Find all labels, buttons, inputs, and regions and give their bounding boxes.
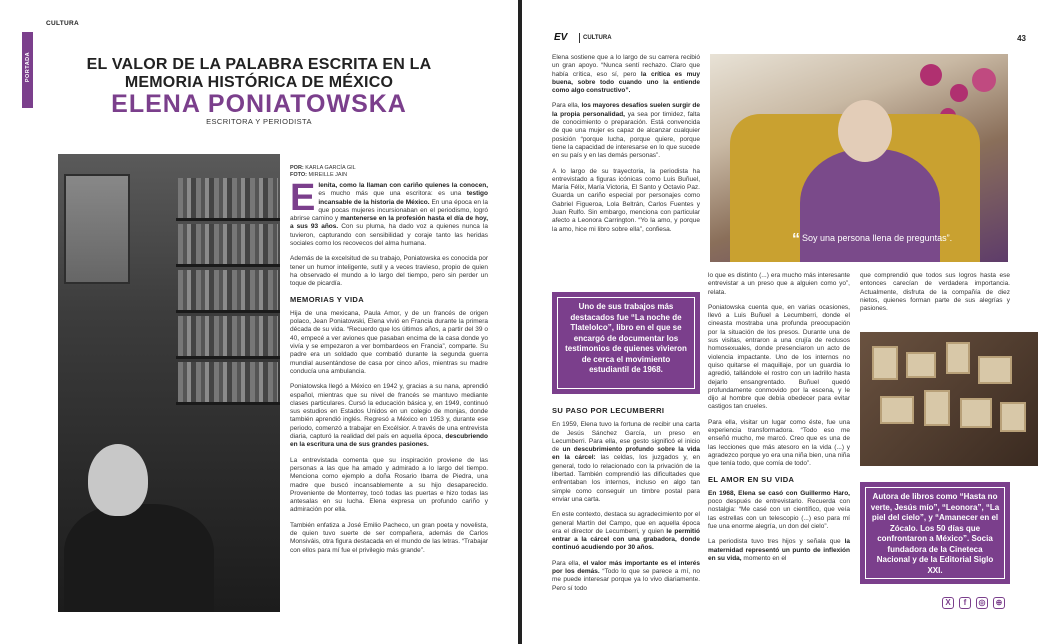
subhead-amor: EL AMOR EN SU VIDA — [708, 474, 795, 484]
article-title: EL VALOR DE LA PALABRA ESCRITA EN LA MEMORIA HISTÓRICA DE MÉXICO — [86, 56, 432, 91]
paragraph: También enfatiza a José Emilio Pacheco, un gran poeta y novelista, de quien tuvo suerte de ser compañera, además de Carlos Monsiváis, otra figura destacada en el mundo de las letras. “Trabajar con ellos para mí fue el privilegio más grande”. — [290, 521, 488, 554]
callout-box — [860, 482, 1010, 584]
web-icon[interactable]: ⊕ — [993, 597, 1005, 609]
paragraph: que comprendió que todos sus logros hasta ese entonces carecían de verdadera importancia. Actualmente, disfruta de la compañía de diez nietos, quienes forman parte de sus alegrías y pasiones. — [860, 272, 1010, 313]
paragraph: En este contexto, destaca su agradecimiento por el general Martín del Campo, que en aquella época era el director de Lecumberri, y quien le permitió entrar a la cárcel con una grabadora, donde continuó acudiendo por 30 años. — [552, 511, 700, 552]
callout-box — [552, 292, 700, 394]
facebook-icon[interactable]: f — [959, 597, 971, 609]
section-tag: CULTURA — [583, 35, 612, 41]
x-icon[interactable]: X — [942, 597, 954, 609]
figure-head — [88, 444, 148, 516]
side-tab — [22, 32, 33, 108]
frame-image — [872, 346, 898, 380]
bookshelf-image — [178, 178, 278, 218]
callout-text: Uno de sus trabajos más destacados fue “La noche de Tlatelolco”, libro en el que se encargó de documentar los testimonios de quienes vivieron de cerca el movimiento estudiantil de 1968. — [565, 302, 687, 374]
paragraph: Para ella, el valor más importante es el interés por los demás. “Todo lo que se parece a mí, no me puede interesar porque ya lo vivo diariamente. Pero sí todo — [552, 559, 700, 592]
paragraph: La entrevistada comenta que su inspiración proviene de las personas a las que ha amado y admirado a lo largo del tiempo. Menciona como ejemplo a doña Rosario Ibarra de Piedra, una madre que buscó incansablemente a su hijo desaparecido. Proveniente de Monterrey, tocó todas las puertas e hizo todas las antesalas en su lucha. Elena expresa un profundo cariño y admiración por ella. — [290, 456, 488, 514]
paragraph: Hija de una mexicana, Paula Amor, y de un francés de origen polaco, Jean Poniatowski, Elena vivió en Francia durante la primera década de su vida. “Recuerdo que los últimos años, a partir del 39 o 40, empecé a ver aviones que pasaban encima de la casa donde yo vivía y se empezaron a ver bombardeos en Francia”, comparte. Su padre era un soldado que combatió durante la segunda guerra mundial ausentándose de casa por cinco años, mientras su madre conducía una ambulancia. — [290, 309, 488, 375]
article-subtitle: ESCRITORA Y PERIODISTA — [206, 117, 312, 126]
callout-text: Autora de libros como “Hasta no verte, Jesús mío”, “Leonora”, “La piel del cielo”, y “Amanecer en el Zócalo. Los 50 días que confrontaron a México”. Socia fundadora de la Cineteca Nacional y de la Editorial Siglo XXI. — [870, 492, 1000, 575]
left-page — [0, 0, 518, 644]
paragraph: La periodista tuvo tres hijos y señala que la maternidad representó un punto de inflexión en su vida, momento en el — [708, 538, 850, 562]
frames-photo — [860, 332, 1038, 466]
dropcap: E — [290, 177, 316, 219]
right-column-1-bottom — [552, 404, 700, 600]
paragraph: Poniatowska cuenta que, en varias ocasiones, llevó a Luis Buñuel a Lecumberri, donde el cineasta mostraba una profunda preocupación por la situación de los presos. Durante una de sus visitas, entraron a una crujía de reclusos homosexuales, donde presenciaron un acto de violencia impactante. Uno de los internos no quiso quitarse el maquillaje, por un guardia lo agredió, tallándole el rostro con un ladrillo hasta dejarlo ensangrentado. Buñuel quedó profundamente conmovido por la escena, y le dijo al hombre que debía obedecer para evitar castigos tan crueles. — [708, 303, 850, 411]
painting-image — [64, 174, 130, 284]
byline: POR: KARLA GARCÍA GIL FOTO: MIREILLE JAIN — [290, 165, 356, 178]
figure-body — [64, 504, 214, 612]
paragraph: Poniatowska llegó a México en 1942 y, gracias a su nana, aprendió español, mientras que su nivel de francés se mantuvo mediante clases particulares. Cursó la educación básica y, en 1949, continuó sus estudios en Estados Unidos en un colegio de monjas, donde también aprendió inglés. Regresó a México en 1953 y, durante ese periodo, comenzó a trabajar en Excélsior. A través de una entrevista diaria, capturó la realidad del país en aquella época, descubriendo en la escritura una de sus grandes pasiones. — [290, 383, 488, 449]
paragraph: Elena sostiene que a lo largo de su carrera recibió un gran apoyo. “Nunca sentí rechazo. Claro que había crítica, eso sí, pero la crítica es muy buena, sobre todo cuando uno la entiende como algo constructivo”. — [552, 54, 700, 95]
subhead-memorias: MEMORIAS Y VIDA — [290, 294, 365, 304]
subhead-lecumberri: SU PASO POR LECUMBERRI — [552, 406, 665, 415]
paragraph: Además de la excelsitud de su trabajo, Poniatowska es conocida por tener un humor inteligente, sutil y a veces travieso, propio de quien ha observado el mundo a lo largo del tiempo, pero sin perder un toque de picardía. — [290, 255, 489, 288]
portrait-photo — [58, 154, 280, 612]
right-page — [522, 0, 1040, 644]
paragraph: A lo largo de su trayectoria, la periodista ha entrevistado a figuras icónicas como Luis Buñuel, María Félix, María Victoria, El Santo y Octavio Paz. Guarda un cariño especial por personajes como Gabriel Figueroa, Lola Beltrán, Carlos Fuentes y Juan Rulfo. Sin embargo, menciona con particular afecto a Leonora Carrington. “Yo la amo, y porque la amo, hice mi libro sobre ella”, confiesa. — [552, 167, 700, 233]
instagram-icon[interactable]: ◎ — [976, 597, 988, 609]
woman-head — [838, 100, 892, 162]
right-column-1-top — [552, 54, 700, 241]
paragraph: Para ella, visitar un lugar como éste, fue una experiencia transformadora. “Todo eso me enseñó mucho, me marcó. Creo que es una de las lecciones que más atesoro en la vida (...) y agradezco porque yo era una niña bien, una niña que tenía todo, que comía de todo”. — [708, 418, 850, 468]
paragraph: En 1968, Elena se casó con Guillermo Haro, poco después de entrevistarlo. Recuerda con nostalgia: “Me casé con un científico, que veía las estrellas con un telescopio (...) eso para mí fue una enorme alegría, un don del cielo”. — [708, 489, 850, 531]
paragraph: lo que es distinto (...) era mucho más interesante entrevistar a un preso que a alguien como yo”, relata. — [708, 272, 850, 296]
left-text-column — [290, 177, 489, 562]
social-icons — [942, 597, 1005, 609]
paragraph: Para ella, los mayores desafíos suelen surgir de la propia personalidad, ya sea por timidez, falta de conocimiento o preparación. Está convencida de que una mujer es capaz de alcanzar cualquier posición “porque lucha, porque quiere, porque tiene la capacidad de interesarse en lo que sucede en su país y en las demás personas”. — [552, 102, 700, 160]
quote-mark-icon: “ — [792, 231, 800, 248]
flower-image — [920, 64, 942, 86]
right-column-3 — [860, 272, 1010, 320]
side-tab-label: PORTADA — [25, 51, 31, 83]
intro-paragraph: Elenita, como la llaman con cariño quienes la conocen, es mucho más que una escritora: es una testigo incansable de la historia de México. En una época en la que pocas mujeres incursionaban en el periodismo, logró abrirse camino y mantenerse en la profesión hasta el día de hoy, a sus 93 años. Con su pluma, ha dado voz a quienes nunca la tuvieron, capturando con sensibilidad y coraje tanto las heridas sociales como los recovecos del alma humana. — [290, 177, 489, 248]
right-column-2 — [708, 272, 850, 570]
paragraph: En 1959, Elena tuvo la fortuna de recibir una carta de Jesús Sánchez García, un preso en Lecumberri. Para ella, ese gesto significó el inicio de un descubrimiento profundo sobre la vida en la cárcel: las celdas, los juzgados y, en general, todo lo relacionado con la privación de la libertad. También comprendió las dificultades que enfrentaban los internos, incluso en algo tan simple como conseguir un timbre postal para enviar una carta. — [552, 421, 700, 503]
section-tag: CULTURA — [46, 20, 80, 27]
article-name: ELENA PONIATOWSKA — [111, 90, 407, 118]
pull-quote: “ Soy una persona llena de preguntas”. — [792, 231, 953, 248]
page-number: 43 — [1017, 34, 1026, 43]
magazine-logo: EV — [554, 32, 568, 43]
